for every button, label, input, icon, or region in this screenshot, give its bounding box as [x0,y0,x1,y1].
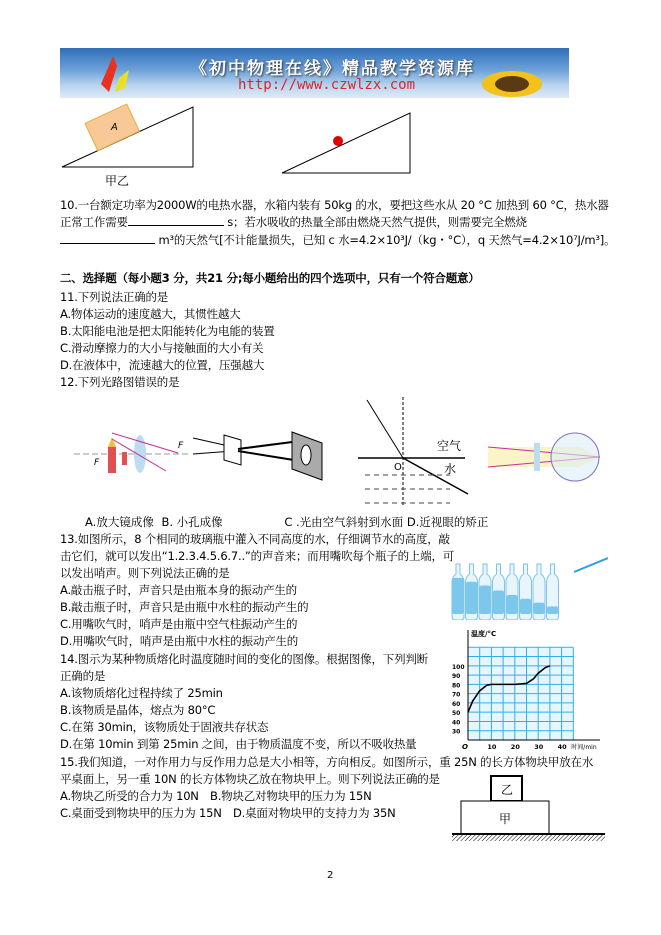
q12-options [85,514,488,530]
q10-line2 [60,214,527,231]
q11-stem: 11.下列说法正确的是 [60,290,169,304]
bottle-water [534,603,545,614]
bottle-water [480,586,491,615]
bottle-water [520,599,531,614]
q15-stem-2: 平桌面上，另一重 10N 的长方体物块乙放在物块甲上。则下列说法正确的是 [60,772,440,786]
q11-option-c: C.滑动摩擦力的大小与接触面的大小有关 [60,341,264,355]
y-axis-label: 温度/°C [471,630,497,638]
q13-stem-3: 以发出哨声。则下列说法正确的是 [60,566,230,580]
q13-stem-1: 13.如图所示，8 个相同的玻璃瓶中灌入不同高度的水，仔细调节水的高度，敲 [60,532,450,546]
q14-option-b: B.该物质是晶体，熔点为 80°C [60,703,216,717]
focus-label-2: F [178,441,184,451]
table-surface [452,835,605,841]
water-label: 水 [444,462,457,476]
incline-figures [55,100,435,180]
q12-option-c: C .光由空气斜射到水面 [284,515,404,529]
bottle [533,564,545,620]
magnifier-figure [74,433,190,473]
bottle-water [547,606,558,614]
logo-icon [95,54,145,96]
x-axis-label: 时间/min [571,744,597,751]
bottle-water [453,578,464,614]
y-tick-label: 90 [452,673,461,681]
x-tick-label: 30 [534,743,544,751]
q13-option-b: B.敲击瓶子时，声音只是由瓶中水柱的振动产生的 [60,600,309,614]
q15-options-1: A.物块乙所受的合力为 10N B.物块乙对物块甲的压力为 15N [60,789,372,803]
banner-url: http://www.czwlzx.com [238,77,416,93]
q11-option-b: B.太阳能电池是把太阳能转化为电能的装置 [60,324,275,338]
bottle [493,564,505,620]
focus-label-1: F [94,458,100,468]
q12-stem: 12.下列光路图错误的是 [60,375,180,389]
bottle [520,564,532,620]
y-tick-label: 40 [452,719,461,727]
ball [333,136,343,146]
q12-option-a: A.放大镜成像 [85,515,154,529]
eye-figure [488,433,600,481]
header-banner [60,48,569,98]
section-heading: 二、选择题（每小题3 分，共21 分;每小题给出的四个选项中，只有一个符合题意） [60,271,480,285]
q14-stem-1: 14.图示为某种物质熔化时温度随时间的变化的图像。根据图像，下列判断 [60,652,428,666]
page-number: 2 [327,870,334,881]
bottle [466,564,478,620]
q12-option-b: B. 小孔成像 [161,515,223,529]
bottle-water [507,595,518,614]
y-tick-label: 80 [452,682,461,690]
block-a-label: A [111,122,118,133]
origin-label: O [462,743,468,751]
bottle-water [466,582,477,614]
bottle [452,564,464,620]
air-label: 空气 [437,439,462,453]
y-tick-label: 60 [452,700,461,708]
q14-option-a: A.该物质熔化过程持续了 25min [60,686,223,700]
x-tick-label: 20 [510,743,520,751]
q13-stem-2: 击它们，就可以发出“1.2.3.4.5.6.7..”的声音来；而用嘴吹每个瓶子的上端，可 [60,549,455,563]
pinhole-figure [193,432,322,480]
melting-chart [450,628,605,753]
y-tick-label: 70 [452,691,461,699]
q12-option-d: D.近视眼的矫正 [406,515,489,529]
q11-option-a: A.物体运动的速度越大，其惯性越大 [60,307,241,321]
bottle [506,564,518,620]
q10-line3 [60,232,615,249]
x-tick-label: 10 [487,743,497,751]
optics-figures [60,395,600,515]
q10-text: m³的天然气[不计能量损失，已知 c 水=4.2×10³J/（kg・°C），q 天然气=4.2×10⁷J/m³]。 [155,233,616,247]
q13-option-d: D.用嘴吹气时，哨声是由瓶中水柱的振动产生的 [60,634,299,648]
incline-2 [282,113,410,173]
x-tick-label: 40 [557,743,567,751]
origin-label: O [394,462,402,473]
bottle [547,564,559,620]
block-jia-label: 甲 [499,812,512,826]
q10-text: s；若水吸收的热量全部由燃烧天然气提供，则需要完全燃烧 [223,215,527,229]
q13-option-a: A.敲击瓶子时，声音只是由瓶本身的振动产生的 [60,583,297,597]
bottle-water [493,590,504,614]
answer-blank-1[interactable] [128,214,224,226]
answer-blank-2[interactable] [60,232,155,244]
bottle [479,564,491,620]
incline-caption: 甲乙 [105,174,130,188]
q11-option-d: D.在液体中，流速越大的位置，压强越大 [60,358,265,372]
stacked-blocks-figure [450,775,605,850]
q13-option-c: C.用嘴吹气时，哨声是由瓶中空气柱振动产生的 [60,617,298,631]
block-yi-label: 乙 [501,783,514,797]
q10-text: 正常工作需要 [60,215,128,229]
y-tick-label: 100 [452,663,465,671]
blow-stick [574,558,608,572]
q10-line1: 10.一台额定功率为2000W的电热水器，水箱内装有 50kg 的水，要把这些水从 20 °C 加热到 60 °C，热水器 [60,198,609,212]
q14-option-d: D.在第 10min 到第 25min 之间，由于物质温度不变，所以不吸收热量 [60,737,417,751]
y-tick-label: 30 [452,728,461,736]
sunflower-icon [480,66,550,98]
q15-stem-1: 15.我们知道，一对作用力与反作用力总是大小相等，方向相反。如图所示，重 25N 的长方体物块甲放在水 [60,755,594,769]
banner-title: 《初中物理在线》精品教学资源库 [190,59,475,79]
refraction-figure [358,397,468,507]
bottles-figure [448,550,608,620]
q14-option-c: C.在第 30min，该物质处于固液共存状态 [60,720,269,734]
q15-options-2: C.桌面受到物块甲的压力为 15N D.桌面对物块甲的支持力为 35N [60,806,396,820]
q14-stem-2: 正确的是 [60,669,106,683]
y-tick-label: 50 [452,710,461,718]
